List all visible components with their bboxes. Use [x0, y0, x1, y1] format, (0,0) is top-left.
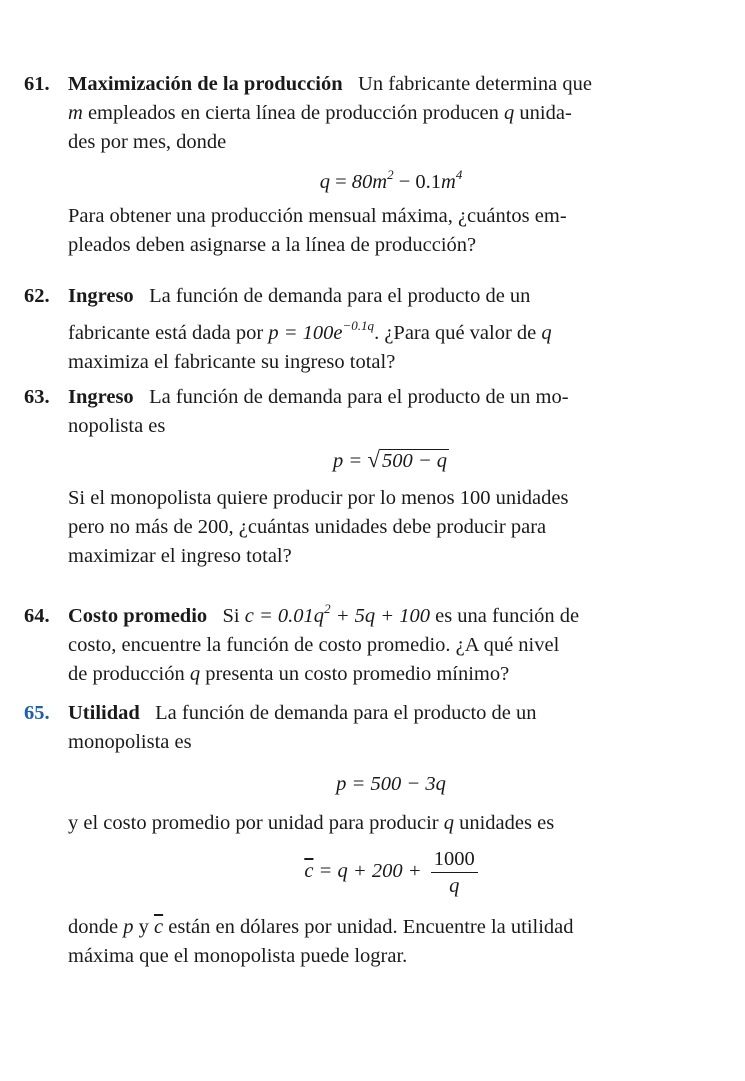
problem-number: 65. — [24, 702, 50, 724]
problem-62-line-3: maximiza el fabricante su ingreso total? — [68, 351, 396, 373]
problem-number: 63. — [24, 386, 50, 408]
equation: p = √500 − q — [332, 447, 448, 472]
problem-62-line-1: 62. Ingreso La función de demanda para el producto de un — [24, 282, 714, 311]
problem-62 — [24, 282, 714, 377]
problem-number: 64. — [24, 605, 50, 627]
problem-title: Costo promedio — [68, 605, 208, 627]
problem-65-line-2: monopolista es — [68, 731, 192, 753]
problem-63 — [24, 383, 714, 571]
problem-title: Utilidad — [68, 702, 140, 724]
problem-65-line-4: donde p y $\overline{c}$ están en dólares por unidad. Encuentre la utilidad — [68, 916, 574, 938]
problem-61-line-3: des por mes, donde — [68, 131, 227, 153]
problem-61 — [24, 70, 714, 260]
problem-65-line-1: 65. Utilidad La función de demanda para el producto de un — [24, 699, 714, 728]
problem-62-line-2: fabricante está dada por $p = 100e^{-0.1q}$. ¿Para qué valor de q — [68, 318, 552, 344]
problem-65 — [24, 699, 714, 971]
problem-64-line-1: 64. Costo promedio Si $c = 0.01q^2 + 5q + 100$ es una función de — [24, 594, 714, 631]
problem-63-line-3: Si el monopolista quiere producir por lo menos 100 unidades — [68, 487, 569, 509]
problem-title: Maximización de la producción — [68, 73, 343, 95]
problem-63-line-2: nopolista es — [68, 415, 166, 437]
problem-61-line-5: pleados deben asignarse a la línea de producción? — [68, 234, 477, 256]
problem-63-line-5: maximizar el ingreso total? — [68, 545, 292, 567]
problem-63-line-4: pero no más de 200, ¿cuántas unidades debe producir para — [68, 516, 547, 538]
problem-64-line-3: de producción q presenta un costo promedio mínimo? — [68, 663, 510, 685]
problem-63-line-1: 63. Ingreso La función de demanda para el producto de un mo- — [24, 383, 714, 412]
equation: $q = 80m^2 - 0.1m^4$ — [319, 167, 463, 193]
problem-61-line-1: 61. Maximización de la producción Un fabricante determina que — [24, 70, 714, 99]
problem-number: 62. — [24, 285, 50, 307]
problem-61-line-2: m empleados en cierta línea de producción producen q unida- — [68, 102, 572, 124]
problem-number: 61. — [24, 73, 50, 95]
equation: $\overline{c} = q + 200$ + $\frac{1000}{q}$ — [24, 846, 714, 899]
problem-61-line-4: Para obtener una producción mensual máxima, ¿cuántos em- — [68, 205, 567, 227]
problem-title: Ingreso — [68, 386, 134, 408]
problem-64-line-2: costo, encuentre la función de costo promedio. ¿A qué nivel — [68, 634, 560, 656]
equation: p = 500 − 3q — [336, 773, 446, 795]
problem-title: Ingreso — [68, 285, 134, 307]
problem-65-line-5: máxima que el monopolista puede lograr. — [68, 945, 408, 967]
problem-64 — [24, 594, 714, 689]
problem-65-line-3: y el costo promedio por unidad para producir q unidades es — [68, 812, 555, 834]
